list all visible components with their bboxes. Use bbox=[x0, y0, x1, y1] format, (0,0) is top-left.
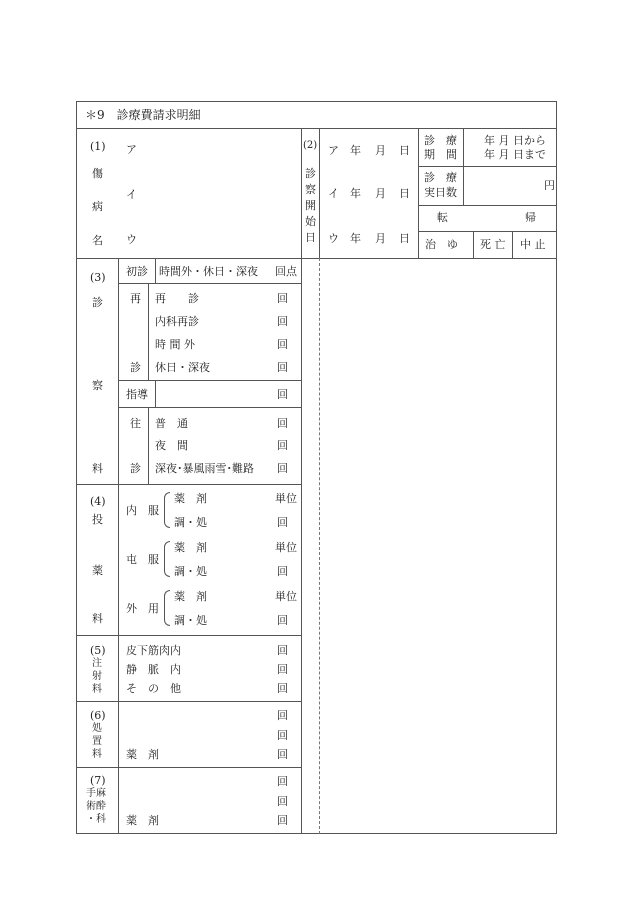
section-5-number: (5) bbox=[90, 644, 106, 657]
section-4-label: 薬 bbox=[92, 564, 103, 577]
section-divider bbox=[76, 767, 301, 768]
divider bbox=[148, 407, 149, 484]
count-unit: 回 bbox=[277, 338, 288, 351]
section-divider bbox=[76, 635, 301, 636]
section-1-label: 傷 bbox=[92, 167, 103, 180]
days-label: 実日数 bbox=[424, 186, 457, 199]
date-year-label: 年 bbox=[350, 187, 361, 200]
section-2-label: 開 bbox=[305, 199, 316, 212]
revisit-item: 再 診 bbox=[155, 292, 199, 305]
count-unit: 回 bbox=[277, 614, 288, 627]
count-unit: 回 bbox=[277, 663, 288, 676]
count-unit: 回 bbox=[277, 417, 288, 430]
section-6-label: 処 bbox=[92, 723, 102, 734]
section-3-label: 察 bbox=[92, 379, 103, 392]
revisit-item: 休日・深夜 bbox=[155, 361, 210, 374]
divider bbox=[301, 258, 302, 834]
section-divider bbox=[76, 258, 557, 259]
yen-label: 円 bbox=[544, 179, 555, 192]
section-4-label: 投 bbox=[92, 513, 103, 526]
date-day-label: 日 bbox=[399, 232, 410, 245]
drug-label: 薬 剤 bbox=[126, 748, 159, 761]
section-2-label: 察 bbox=[305, 183, 316, 196]
section-3-number: (3) bbox=[90, 271, 106, 284]
section-4-label: 料 bbox=[92, 612, 103, 625]
divider bbox=[118, 380, 301, 381]
divider bbox=[155, 258, 156, 283]
count-unit: 回 bbox=[277, 361, 288, 374]
section-7-label: ・科 bbox=[86, 814, 106, 825]
section-5-label: 注 bbox=[92, 658, 102, 669]
section-3-label: 料 bbox=[92, 462, 103, 475]
revisit-item: 時 間 外 bbox=[155, 338, 195, 351]
divider bbox=[118, 407, 301, 408]
date-year-label: 年 bbox=[350, 232, 361, 245]
section-4-number: (4) bbox=[90, 495, 106, 508]
oral-label: 内 服 bbox=[126, 504, 159, 517]
divider bbox=[118, 258, 119, 484]
section-6-label: 料 bbox=[92, 749, 102, 760]
disease-u-label: ウ bbox=[126, 233, 137, 246]
period-label: 期 間 bbox=[424, 148, 457, 161]
divider bbox=[118, 484, 119, 635]
prn-label: 屯 服 bbox=[126, 553, 159, 566]
date-row-i-label: イ bbox=[328, 187, 339, 200]
divider bbox=[148, 283, 149, 380]
drug-label: 薬 剤 bbox=[174, 590, 207, 603]
dispense-label: 調・処 bbox=[174, 516, 207, 529]
count-unit: 回 bbox=[277, 462, 288, 475]
date-day-label: 日 bbox=[399, 144, 410, 157]
count-unit: 回 bbox=[277, 516, 288, 529]
date-row-a-label: ア bbox=[328, 144, 339, 157]
divider bbox=[418, 205, 557, 206]
guidance-label: 指導 bbox=[126, 388, 148, 401]
divider bbox=[418, 166, 557, 167]
section-1-number: (1) bbox=[90, 140, 106, 153]
date-row-u-label: ウ bbox=[328, 232, 339, 245]
count-unit: 回 bbox=[277, 814, 288, 827]
revisit-label: 診 bbox=[130, 361, 141, 374]
section-2-label: 始 bbox=[305, 215, 316, 228]
period-label: 診 療 bbox=[424, 134, 457, 147]
count-unit: 回 bbox=[277, 682, 288, 695]
dashed-divider bbox=[319, 258, 320, 834]
count-unit: 回 bbox=[277, 292, 288, 305]
count-unit: 回 bbox=[277, 748, 288, 761]
section-5-label: 射 bbox=[92, 671, 102, 682]
injection-item: 皮下筋肉内 bbox=[126, 644, 181, 657]
section-7-label: 手麻 bbox=[86, 788, 106, 799]
date-month-label: 月 bbox=[375, 144, 386, 157]
drug-label: 薬 剤 bbox=[174, 492, 207, 505]
disease-a-label: ア bbox=[126, 143, 137, 156]
date-month-label: 月 bbox=[375, 232, 386, 245]
divider bbox=[319, 128, 320, 258]
house-call-item: 深夜･暴風雨雪･難路 bbox=[155, 462, 254, 475]
section-2-label: 日 bbox=[305, 231, 316, 244]
form-title: ＊9 診療費請求明細 bbox=[85, 108, 201, 122]
section-1-label: 名 bbox=[92, 234, 103, 247]
transfer-label: 転 bbox=[437, 211, 448, 224]
count-unit: 回 bbox=[277, 388, 288, 401]
drug-label: 薬 剤 bbox=[174, 541, 207, 554]
period-from: 年 月 日から bbox=[484, 134, 546, 147]
period-to: 年 月 日まで bbox=[484, 148, 546, 161]
unit-label: 単位 bbox=[275, 541, 297, 554]
section-5-label: 料 bbox=[92, 684, 102, 695]
divider bbox=[301, 128, 302, 258]
divider bbox=[512, 231, 513, 258]
count-unit: 回 bbox=[277, 729, 288, 742]
brace-icon bbox=[164, 590, 170, 626]
divider bbox=[155, 380, 156, 407]
brace-icon bbox=[164, 541, 170, 577]
house-call-item: 普 通 bbox=[155, 417, 188, 430]
count-unit: 回 bbox=[277, 644, 288, 657]
title-divider bbox=[76, 128, 557, 129]
section-7-label: 術酔 bbox=[86, 801, 106, 812]
external-label: 外 用 bbox=[126, 602, 159, 615]
count-unit: 回 bbox=[277, 775, 288, 788]
divider bbox=[118, 635, 119, 701]
injection-item: そ の 他 bbox=[126, 682, 181, 695]
count-unit: 回 bbox=[277, 439, 288, 452]
divider bbox=[118, 767, 119, 834]
first-visit-label: 初診 bbox=[126, 265, 148, 278]
dispense-label: 調・処 bbox=[174, 614, 207, 627]
section-2-label: 診 bbox=[305, 167, 316, 180]
section-6-number: (6) bbox=[90, 709, 106, 722]
section-divider bbox=[76, 484, 301, 485]
divider bbox=[463, 128, 464, 205]
section-7-number: (7) bbox=[90, 774, 106, 787]
count-unit: 回 bbox=[277, 315, 288, 328]
revisit-label: 再 bbox=[130, 292, 141, 305]
first-visit-unit: 回点 bbox=[275, 265, 297, 278]
count-unit: 回 bbox=[277, 565, 288, 578]
divider bbox=[418, 128, 419, 258]
divider bbox=[418, 231, 557, 232]
return-label: 帰 bbox=[525, 211, 536, 224]
section-3-label: 診 bbox=[92, 296, 103, 309]
section-divider bbox=[76, 701, 301, 702]
drug-label: 薬 剤 bbox=[126, 814, 159, 827]
cured-label: 治 ゆ bbox=[425, 238, 458, 251]
house-call-label: 往 bbox=[130, 417, 141, 430]
revisit-item: 内科再診 bbox=[155, 315, 199, 328]
divider bbox=[118, 283, 301, 284]
date-day-label: 日 bbox=[399, 187, 410, 200]
brace-icon bbox=[164, 492, 170, 528]
disease-i-label: イ bbox=[126, 188, 137, 201]
days-label: 診 療 bbox=[424, 171, 457, 184]
date-year-label: 年 bbox=[350, 144, 361, 157]
section-1-label: 病 bbox=[92, 200, 103, 213]
section-2-number: (2) bbox=[303, 140, 318, 151]
died-label: 死 亡 bbox=[480, 238, 506, 251]
count-unit: 回 bbox=[277, 795, 288, 808]
divider bbox=[473, 231, 474, 258]
section-6-label: 置 bbox=[92, 736, 102, 747]
injection-item: 静 脈 内 bbox=[126, 663, 181, 676]
divider bbox=[118, 701, 119, 767]
unit-label: 単位 bbox=[275, 492, 297, 505]
first-visit-types: 時間外・休日・深夜 bbox=[159, 265, 258, 278]
dispense-label: 調・処 bbox=[174, 565, 207, 578]
house-call-label: 診 bbox=[130, 462, 141, 475]
unit-label: 単位 bbox=[275, 590, 297, 603]
stopped-label: 中 止 bbox=[520, 238, 546, 251]
count-unit: 回 bbox=[277, 709, 288, 722]
date-month-label: 月 bbox=[375, 187, 386, 200]
house-call-item: 夜 間 bbox=[155, 439, 188, 452]
